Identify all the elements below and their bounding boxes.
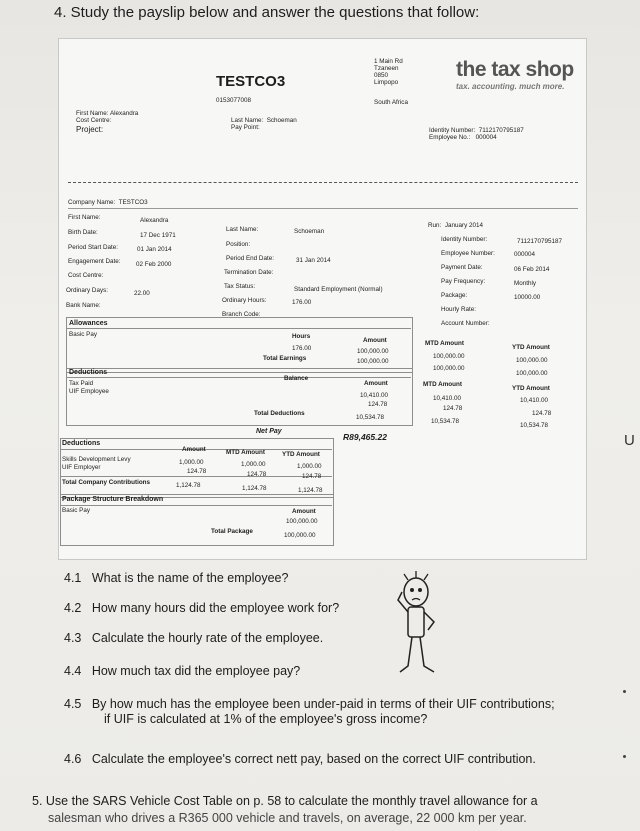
contribution-row-amount: 1,000.00	[179, 459, 204, 466]
first-name-value: Alexandra	[140, 217, 169, 224]
header-pay-point: Pay Point:	[231, 124, 260, 131]
period-end-value: 31 Jan 2014	[296, 257, 331, 264]
company-name-row: Company Name: TESTCO3	[68, 199, 148, 206]
allowances-mtd-header: MTD Amount	[425, 340, 464, 347]
identity-value: 7112170795187	[517, 238, 563, 245]
package-amount-header: Amount	[292, 508, 316, 515]
deductions-ytd-value: 10,410.00	[520, 397, 549, 404]
package-item: Basic Pay	[62, 507, 90, 514]
package-header-line	[60, 505, 332, 506]
contributions-total-mtd: 1,124.78	[242, 485, 267, 492]
contributions-total-line	[60, 476, 332, 477]
birth-date-value: 17 Dec 1971	[140, 232, 176, 239]
engagement-label: Engagement Date:	[68, 258, 121, 265]
company-title: TESTCO3	[216, 73, 286, 90]
deductions-amount-total: 10,534.78	[356, 414, 385, 421]
total-earnings-value: 100,000.00	[357, 358, 389, 365]
contributions-mtd-header: MTD Amount	[226, 449, 265, 456]
header-first-name: First Name: Alexandra	[76, 110, 139, 117]
package-amount-value: 100,000.00	[286, 518, 318, 525]
allowances-mtd-value: 100,000.00	[433, 353, 465, 360]
hours-value: 176.00	[292, 345, 312, 352]
package-value: 10000.00	[514, 294, 541, 301]
header-project: Project:	[76, 125, 104, 134]
payment-date-label: Payment Date:	[441, 264, 483, 271]
question-4-5-continued: if UIF is calculated at 1% of the employee's gross income?	[104, 712, 428, 726]
total-earnings-label: Total Earnings	[263, 355, 307, 362]
contributions-total-ytd: 1,124.78	[298, 487, 323, 494]
branch-code-label: Branch Code:	[222, 311, 261, 318]
ordinary-hours-value: 176.00	[292, 299, 312, 306]
company-number: 0153077008	[216, 97, 252, 104]
ordinary-days-label: Ordinary Days:	[66, 287, 108, 294]
question-4-3: 4.3 Calculate the hourly rate of the employee.	[64, 631, 324, 645]
allowances-mtd-total: 100,000.00	[433, 365, 465, 372]
question-5: 5. Use the SARS Vehicle Cost Table on p. 58 to calculate the monthly travel allowance for a	[32, 794, 538, 808]
contribution-row-label: Skills Development Levy	[62, 456, 131, 463]
period-start-label: Period Start Date:	[68, 244, 119, 251]
period-end-label: Period End Date:	[226, 255, 274, 262]
deductions-ytd-value: 124.78	[532, 410, 552, 417]
deduction-item: UIF Employee	[69, 388, 109, 395]
contribution-row-mtd: 1,000.00	[241, 461, 266, 468]
identity-label: Identity Number:	[441, 236, 488, 243]
header-identity: Identity Number: 7112170795187	[429, 127, 524, 134]
deductions-mtd-header: MTD Amount	[423, 381, 462, 388]
pay-frequency-label: Pay Frequency:	[441, 278, 486, 285]
balance-header: Balance	[284, 375, 309, 382]
total-package-label: Total Package	[211, 528, 253, 535]
birth-date-label: Birth Date:	[68, 229, 98, 236]
contributions-amount-header: Amount	[182, 446, 206, 453]
ordinary-days-value: 22.00	[134, 290, 150, 297]
deductions-amount-header: Amount	[364, 380, 388, 387]
contribution-row-ytd: 124.78	[302, 473, 322, 480]
contributions-total-amount: 1,124.78	[176, 482, 201, 489]
net-pay-label: Net Pay	[256, 428, 282, 435]
employee-number-label: Employee Number:	[441, 250, 495, 257]
run-row: Run: January 2014	[428, 222, 483, 229]
contribution-row-label: UIF Employer	[62, 464, 101, 471]
net-pay-value: R89,465.22	[343, 432, 387, 442]
contribution-row-mtd: 124.78	[247, 471, 267, 478]
logo-wordmark: the tax shop	[456, 58, 574, 81]
question-5-continued: salesman who drives a R365 000 vehicle and travels, on average, 22 000 km per year.	[48, 811, 527, 825]
contributions-total-label: Total Company Contributions	[62, 479, 151, 486]
tax-status-label: Tax Status:	[224, 283, 256, 290]
last-name-value: Schoeman	[294, 228, 325, 235]
deductions-header-line	[66, 377, 411, 378]
divider	[68, 182, 578, 183]
tax-shop-logo	[456, 58, 602, 104]
question-4-6: 4.6 Calculate the employee's correct nett pay, based on the correct UIF contribution.	[64, 752, 536, 766]
deductions-ytd-header: YTD Amount	[512, 385, 550, 392]
total-package-value: 100,000.00	[284, 532, 316, 539]
first-name-label: First Name:	[68, 214, 101, 221]
bank-name-label: Bank Name:	[66, 302, 101, 309]
contribution-row-amount: 124.78	[187, 468, 207, 475]
contribution-row-ytd: 1,000.00	[297, 463, 322, 470]
question-4-5: 4.5 By how much has the employee been under-paid in terms of their UIF contributions;	[64, 697, 555, 711]
ordinary-hours-label: Ordinary Hours:	[222, 297, 267, 304]
thinking-character-illustration	[388, 570, 448, 680]
package-structure-title: Package Structure Breakdown	[62, 496, 164, 503]
period-start-value: 01 Jan 2014	[137, 246, 172, 253]
package-label: Package:	[441, 292, 468, 299]
total-deductions-label: Total Deductions	[254, 410, 305, 417]
account-number-label: Account Number:	[441, 320, 490, 327]
header-employee-no: Employee No.: 000004	[429, 134, 497, 141]
deduction-item: Tax Paid	[69, 380, 94, 387]
allowances-ytd-total: 100,000.00	[516, 370, 548, 377]
allowance-item: Basic Pay	[69, 331, 97, 338]
question-4-1: 4.1 What is the name of the employee?	[64, 571, 289, 585]
pay-frequency-value: Monthly	[514, 280, 537, 287]
deductions-ytd-total: 10,534.78	[520, 422, 549, 429]
deductions-mtd-value: 10,410.00	[433, 395, 462, 402]
address-line-3: 0850	[374, 72, 389, 79]
last-name-label: Last Name:	[226, 226, 259, 233]
contributions-title: Deductions	[62, 440, 101, 447]
hours-header: Hours	[292, 333, 311, 340]
address-line-4: Limpopo	[374, 79, 399, 86]
engagement-value: 02 Feb 2000	[136, 261, 172, 268]
question-4-heading: 4. Study the payslip below and answer the questions that follow:	[54, 4, 480, 21]
deductions-title: Deductions	[69, 369, 108, 376]
termination-label: Termination Date:	[224, 269, 274, 276]
header-cost-centre: Cost Centre:	[76, 117, 112, 124]
contributions-ytd-header: YTD Amount	[282, 451, 320, 458]
address-line-1: 1 Main Rd	[374, 58, 403, 65]
deductions-amount-value: 124.78	[368, 401, 388, 408]
divider	[68, 208, 578, 209]
cost-centre-label: Cost Centre:	[68, 272, 104, 279]
margin-dot	[623, 690, 626, 693]
allowances-ytd-header: YTD Amount	[512, 344, 550, 351]
amount-header: Amount	[363, 337, 387, 344]
logo-tagline: tax. accounting. much more.	[456, 82, 565, 91]
address-line-2: Tzaneen	[374, 65, 399, 72]
hourly-rate-label: Hourly Rate:	[441, 306, 476, 313]
allowances-header-line	[66, 328, 411, 329]
amount-value: 100,000.00	[357, 348, 389, 355]
margin-letter: U	[624, 432, 635, 449]
header-last-name: Last Name: Schoeman	[231, 117, 297, 124]
employee-number-value: 000004	[514, 251, 536, 258]
tax-status-value: Standard Employment (Normal)	[294, 286, 383, 293]
allowances-title: Allowances	[69, 320, 108, 327]
deductions-amount-value: 10,410.00	[360, 392, 389, 399]
allowances-ytd-value: 100,000.00	[516, 357, 548, 364]
payment-date-value: 06 Feb 2014	[514, 266, 550, 273]
deductions-mtd-total: 10,534.78	[431, 418, 460, 425]
deductions-mtd-value: 124.78	[443, 405, 463, 412]
address-line-5: South Africa	[374, 99, 408, 106]
margin-dot	[623, 755, 626, 758]
position-label: Position:	[226, 241, 251, 248]
question-4-2: 4.2 How many hours did the employee work for?	[64, 601, 340, 615]
question-4-4: 4.4 How much tax did the employee pay?	[64, 664, 301, 678]
